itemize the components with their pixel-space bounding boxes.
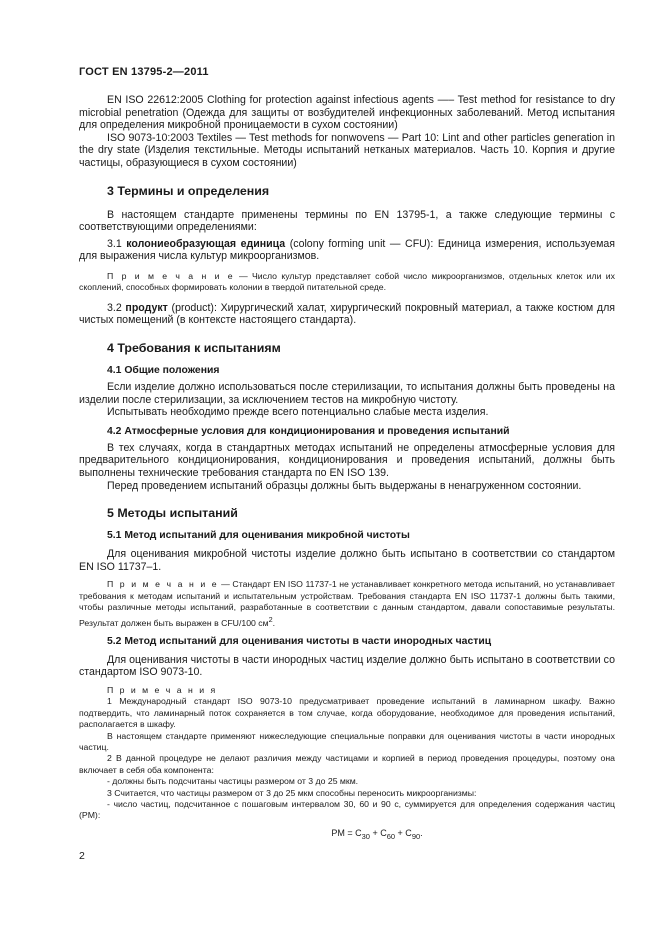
section-5-2-title: 5.2 Метод испытаний для оценивания чистоты в части инородных частиц xyxy=(107,635,492,647)
page-number: 2 xyxy=(79,850,85,862)
note-3-item: - число частиц, подсчитанное с пошаговым интервалом 30, 60 и 90 с, суммируется для определения содержания частиц (PM): xyxy=(79,799,615,821)
section-4-title: 4 Требования к испытаниям xyxy=(107,340,281,355)
note-1: 1 Международный стандарт ISO 9073-10 предусматривает проведение испытаний в ламинарном шкафу. Важно подтвердить, что ламинарный поток сохраняется в том случае, когда оборудование, необходимое для проведения испытаний, располагается в шкафу. xyxy=(79,696,615,730)
term-3-1-number: 3.1 xyxy=(107,237,127,250)
note-text: — Число культур представляет собой число микроорганизмов, отдельных клеток или их скоплений, способных формировать колонии в твердой питательной среде. xyxy=(79,270,615,293)
section-4-1-title: 4.1 Общие положения xyxy=(107,364,220,376)
pm-formula xyxy=(79,826,615,844)
term-3-1-term: колониеобразующая единица xyxy=(126,237,286,250)
formula-sub-60: 60 xyxy=(386,831,396,841)
note-2-item: - должны быть подсчитаны частицы размером от 3 до 25 мкм. xyxy=(107,776,359,787)
section-5-1-title: 5.1 Метод испытаний для оценивания микробной чистоты xyxy=(107,530,410,542)
note-text: — Стандарт EN ISO 11737-1 не устанавливает конкретного метода испытаний, но устанавливает требования к методам испытаний и испытательным устройствам. Требования стандарта EN ISO 11737-1 должны быть такими, чтобы различные методы испытаний, разработанные в соответствии с данным стандартом, давали сопоставимые результаты. Результат должен быть выражен в CFU/100 см xyxy=(79,579,615,628)
notes-label xyxy=(79,685,615,696)
reference-iso-9073-10: ISO 9073-10:2003 Textiles — Test methods for nonwovens — Part 10: Lint and other particles generation in the dry state (Изделия текстильные. Методы испытаний нетканых материалов. Часть 10. Корпия и другие частицы, образующиеся в сухом состоянии) xyxy=(79,131,615,169)
reference-en-iso-22612: EN ISO 22612:2005 Clothing for protection against infectious agents —– Test method for resistance to dry microbial penetration (Одежда для защиты от возбудителей инфекционных заболеваний. Метод испытания для определения микробной проницаемости в сухом состоянии) xyxy=(79,94,615,132)
note-superscript: 2 xyxy=(268,614,273,624)
document-body xyxy=(79,94,615,844)
formula-plus-1: + C xyxy=(369,827,387,838)
term-3-1 xyxy=(79,238,615,263)
formula-sub-30: 30 xyxy=(361,831,370,841)
term-3-2-number: 3.2 xyxy=(107,301,126,314)
section-5-2-paragraph: Для оценивания чистоты в части инородных частиц изделие должно быть испытано в соответствии со стандартом ISO 9073-10. xyxy=(79,653,615,679)
note-label: П р и м е ч а н и е xyxy=(107,270,235,281)
formula-plus-2: + C xyxy=(395,827,412,838)
term-3-2-definition: (product): Хирургический халат, хирургический покровный материал, а также костюм для чистых помещений (в контексте настоящего стандарта). xyxy=(79,301,615,327)
document-header: ГОСТ EN 13795-2—2011 xyxy=(79,66,209,78)
section-4-2-paragraph-2: Перед проведением испытаний образцы должны быть выдержаны в ненагруженном состоянии. xyxy=(107,479,582,492)
section-3-title: 3 Термины и определения xyxy=(107,183,270,198)
section-4-2-title: 4.2 Атмосферные условия для кондиционирования и проведения испытаний xyxy=(107,425,510,437)
note-2: 2 В данной процедуре не делают различия между частицами и корпией в период проведения процедуры, поэтому она включает в себя оба компонента: xyxy=(79,753,615,775)
note-3: 3 Считается, что частицы размером от 3 до 25 мкм способны переносить микроорганизмы: xyxy=(107,787,477,798)
section-5-title: 5 Методы испытаний xyxy=(107,506,238,521)
formula-sub-90: 90 xyxy=(411,831,421,841)
section-4-1-paragraph-2: Испытывать необходимо прежде всего потенциально слабые места изделия. xyxy=(107,406,489,419)
note-label: П р и м е ч а н и е xyxy=(107,579,219,590)
section-3-intro: В настоящем стандарте применены термины по EN 13795-1, а также следующие термины с соответствующими определениями: xyxy=(79,208,615,234)
term-3-2-term: продукт xyxy=(125,301,168,314)
section-5-1-paragraph: Для оценивания микробной чистоты изделие должно быть испытано в соответствии со стандартом EN ISO 11737–1. xyxy=(79,548,615,573)
section-5-1-note xyxy=(79,579,615,629)
section-4-2-paragraph-1: В тех случаях, когда в стандартных методах испытаний не определены атмосферные условия для предварительного кондиционирования, кондиционирования и проведения испытаний, должны быть выполнены технические требования стандарта по EN ISO 139. xyxy=(79,441,615,479)
section-4-1-paragraph-1: Если изделие должно использоваться после стерилизации, то испытания должны быть проведены на изделии после стерилизации, за исключением тестов на микробную чистоту. xyxy=(79,380,615,406)
note-end: . xyxy=(272,617,276,628)
formula-end: . xyxy=(420,827,423,838)
notes-label-text: П р и м е ч а н и я xyxy=(107,684,218,695)
term-3-2 xyxy=(79,302,615,327)
note-1-continuation: В настоящем стандарте применяют нижеследующие специальные поправки для оценивания чистоты в части инородных частиц. xyxy=(79,730,615,753)
term-3-1-note xyxy=(79,271,615,294)
formula-start: PM = C xyxy=(331,827,362,838)
term-3-1-definition: (colony forming unit — CFU): Единица измерения, используемая для выражения числа культур микроорганизмов. xyxy=(79,237,615,263)
